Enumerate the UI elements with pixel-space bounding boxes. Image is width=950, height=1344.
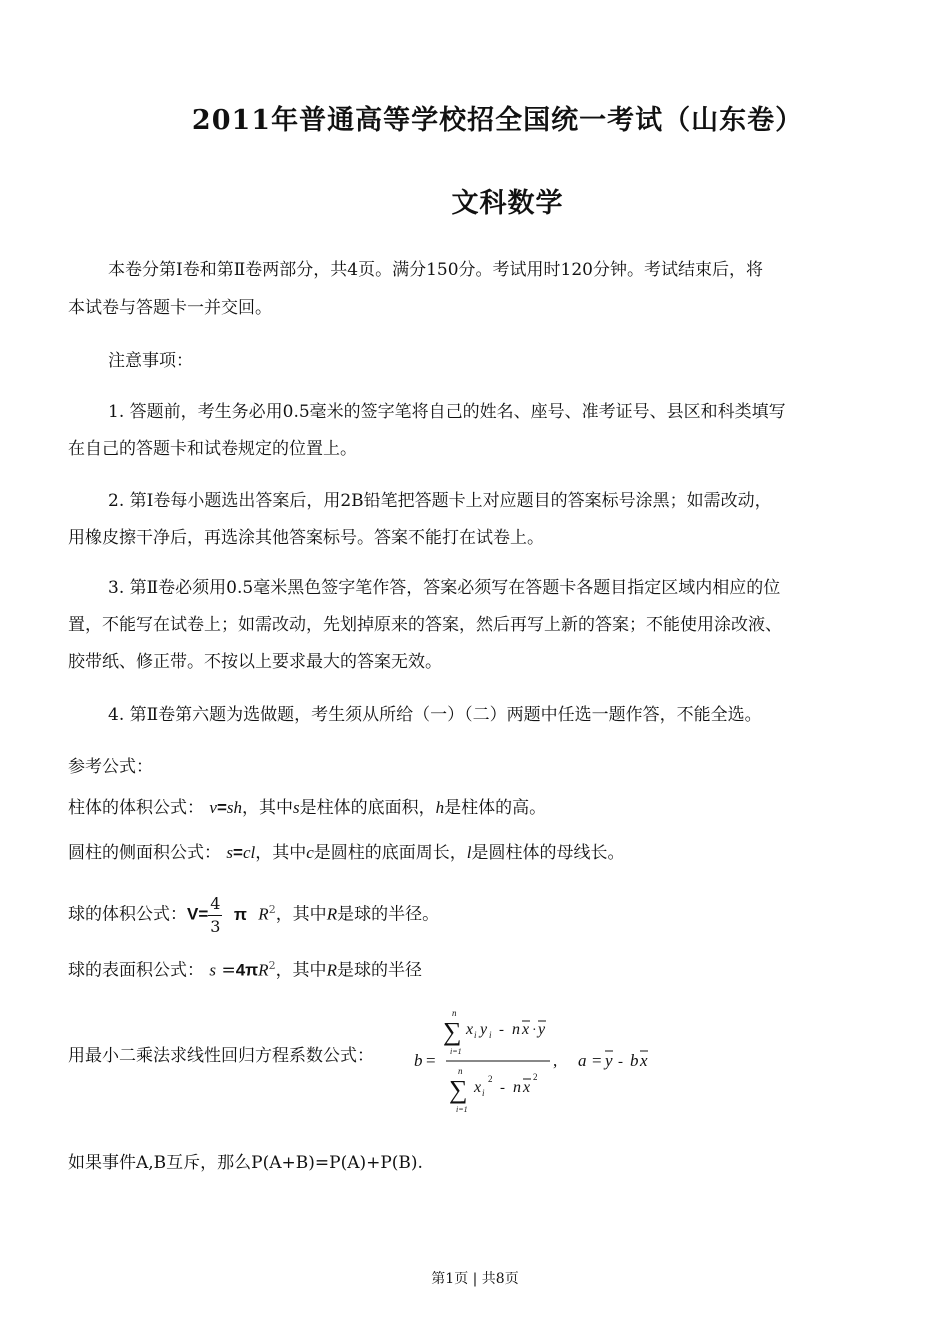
den-exp: 2 xyxy=(488,1074,493,1084)
formula-text: ，其中 xyxy=(255,843,307,863)
num-ybar: y xyxy=(538,1021,546,1038)
note-1-line-2: 在自己的答题卡和试卷规定的位置上。 xyxy=(68,439,357,459)
formula-var: c xyxy=(306,843,314,862)
formula-prism-volume xyxy=(68,790,546,826)
formula-regression xyxy=(410,1008,660,1118)
note-3-line-2: 置，不能写在试卷上；如需改动，先划掉原来的答案，然后再写上新的答案；不能使用涂改液、 xyxy=(68,615,782,635)
formula-text: 是柱体的底面积， xyxy=(299,798,436,818)
formula-var: s xyxy=(226,843,234,862)
regression-svg xyxy=(410,1008,660,1118)
note-4: 4. 第Ⅱ卷第六题为选做题，考生须从所给（一）（二）两题中任选一题作答，不能全选。 xyxy=(108,705,762,725)
formula-text: ，其中 xyxy=(242,798,294,818)
sum-upper: n xyxy=(452,1008,457,1018)
equals: = xyxy=(426,1051,436,1070)
page-title: 2011年普通高等学校招全国统一考试（山东卷） xyxy=(191,105,804,136)
a-var: a xyxy=(578,1051,587,1070)
formula-var: R xyxy=(326,960,337,980)
fraction xyxy=(208,893,222,938)
formula-var: R xyxy=(258,904,269,924)
num-dot: · xyxy=(532,1023,537,1038)
formula-text: 是圆柱的底面周长， xyxy=(313,843,467,863)
num-i2: i xyxy=(489,1030,492,1040)
formula-exponent: 2 xyxy=(268,959,276,972)
den-xbar: x xyxy=(523,1079,531,1096)
num-y: y xyxy=(480,1021,488,1038)
den-i: i xyxy=(482,1088,485,1098)
den-x: x xyxy=(474,1079,482,1096)
note-3-line-3: 胶带纸、修正带。不按以上要求最大的答案无效。 xyxy=(68,652,442,672)
formula-label: 圆柱的侧面积公式： xyxy=(68,843,221,863)
formula-coef: 4π xyxy=(235,960,259,980)
num-xbar: x xyxy=(522,1021,530,1038)
formula-var: l xyxy=(466,843,472,862)
a-equals: = xyxy=(592,1051,602,1070)
note-2-line-2: 用橡皮擦干净后，再选涂其他答案标号。答案不能打在试卷上。 xyxy=(68,528,544,548)
formula-sphere-volume xyxy=(68,886,439,939)
a-ybar: y xyxy=(605,1051,613,1070)
num-i: i xyxy=(474,1030,477,1040)
sum-upper: n xyxy=(458,1066,463,1076)
formula-eq: = xyxy=(221,960,236,981)
formula-var: s xyxy=(293,798,300,817)
formula-text: 是球的半径。 xyxy=(337,904,440,925)
note-3-line-1: 3. 第Ⅱ卷必须用0.5毫米黑色签字笔作答，答案必须写在答题卡各题目指定区域内相应的位 xyxy=(108,578,781,598)
a-minus: - xyxy=(618,1054,623,1070)
formula-eq: = xyxy=(233,843,243,862)
sigma-symbol: ∑ xyxy=(443,1017,462,1046)
sum-lower: i=1 xyxy=(456,1105,468,1114)
formula-text: 是柱体的高。 xyxy=(444,798,547,818)
formula-label: 球的表面积公式： xyxy=(68,960,204,981)
formula-var: cl xyxy=(242,843,256,862)
formula-var: v xyxy=(209,798,217,817)
formula-var: R xyxy=(326,904,338,924)
formula-cylinder-lateral xyxy=(68,835,625,871)
formula-exponent: 2 xyxy=(268,903,276,916)
formula-sphere-surface xyxy=(68,948,422,989)
formula-eq: = xyxy=(216,798,227,817)
fraction-numerator: 4 xyxy=(208,893,222,916)
formula-label: 球的体积公式： xyxy=(68,904,187,925)
notes-heading: 注意事项： xyxy=(108,351,193,371)
num-minus: - xyxy=(499,1022,504,1038)
formula-text: 是圆柱体的母线长。 xyxy=(471,843,625,863)
intro-line-2: 本试卷与答题卡一并交回。 xyxy=(68,298,272,318)
page-footer: 第1页 | 共8页 xyxy=(431,1271,519,1287)
page-subtitle: 文科数学 xyxy=(451,188,564,219)
formula-var: s xyxy=(209,960,217,980)
comma: , xyxy=(553,1051,558,1070)
events-formula: 如果事件A,B互斥，那么P(A+B)=P(A)+P(B). xyxy=(68,1153,423,1173)
formula-text: 是球的半径 xyxy=(336,960,422,981)
a-xbar: x xyxy=(640,1051,648,1070)
sigma-symbol: ∑ xyxy=(449,1075,468,1104)
formula-lhs: V= xyxy=(187,904,209,924)
den-n: n xyxy=(513,1079,521,1096)
formula-text: ，其中 xyxy=(275,960,327,981)
reference-heading: 参考公式： xyxy=(68,757,153,777)
den-minus: - xyxy=(500,1080,505,1096)
b-var: b xyxy=(414,1051,423,1070)
formula-var: R xyxy=(258,960,269,980)
a-b: b xyxy=(630,1051,639,1070)
fraction-denominator: 3 xyxy=(210,916,221,936)
den-exp2: 2 xyxy=(533,1072,538,1082)
formula-var: sh xyxy=(226,798,243,817)
note-2-line-1: 2. 第Ⅰ卷每小题选出答案后，用2B铅笔把答题卡上对应题目的答案标号涂黑；如需改动， xyxy=(108,491,772,511)
formula-var: h xyxy=(435,798,445,817)
sum-lower: i=1 xyxy=(450,1047,462,1056)
formula-text: ，其中 xyxy=(275,904,327,925)
formula-regression-label: 用最小二乘法求线性回归方程系数公式： xyxy=(68,1046,374,1066)
note-1-line-1: 1. 答题前，考生务必用0.5毫米的签字笔将自己的姓名、座号、准考证号、县区和科类填写 xyxy=(108,402,786,422)
intro-line-1: 本卷分第Ⅰ卷和第Ⅱ卷两部分，共4页。满分150分。考试用时120分钟。考试结束后，将 xyxy=(108,260,763,280)
num-n: n xyxy=(512,1021,520,1038)
pi-symbol: π xyxy=(233,904,247,924)
num-x: x xyxy=(466,1021,474,1038)
formula-label: 柱体的体积公式： xyxy=(68,798,204,818)
